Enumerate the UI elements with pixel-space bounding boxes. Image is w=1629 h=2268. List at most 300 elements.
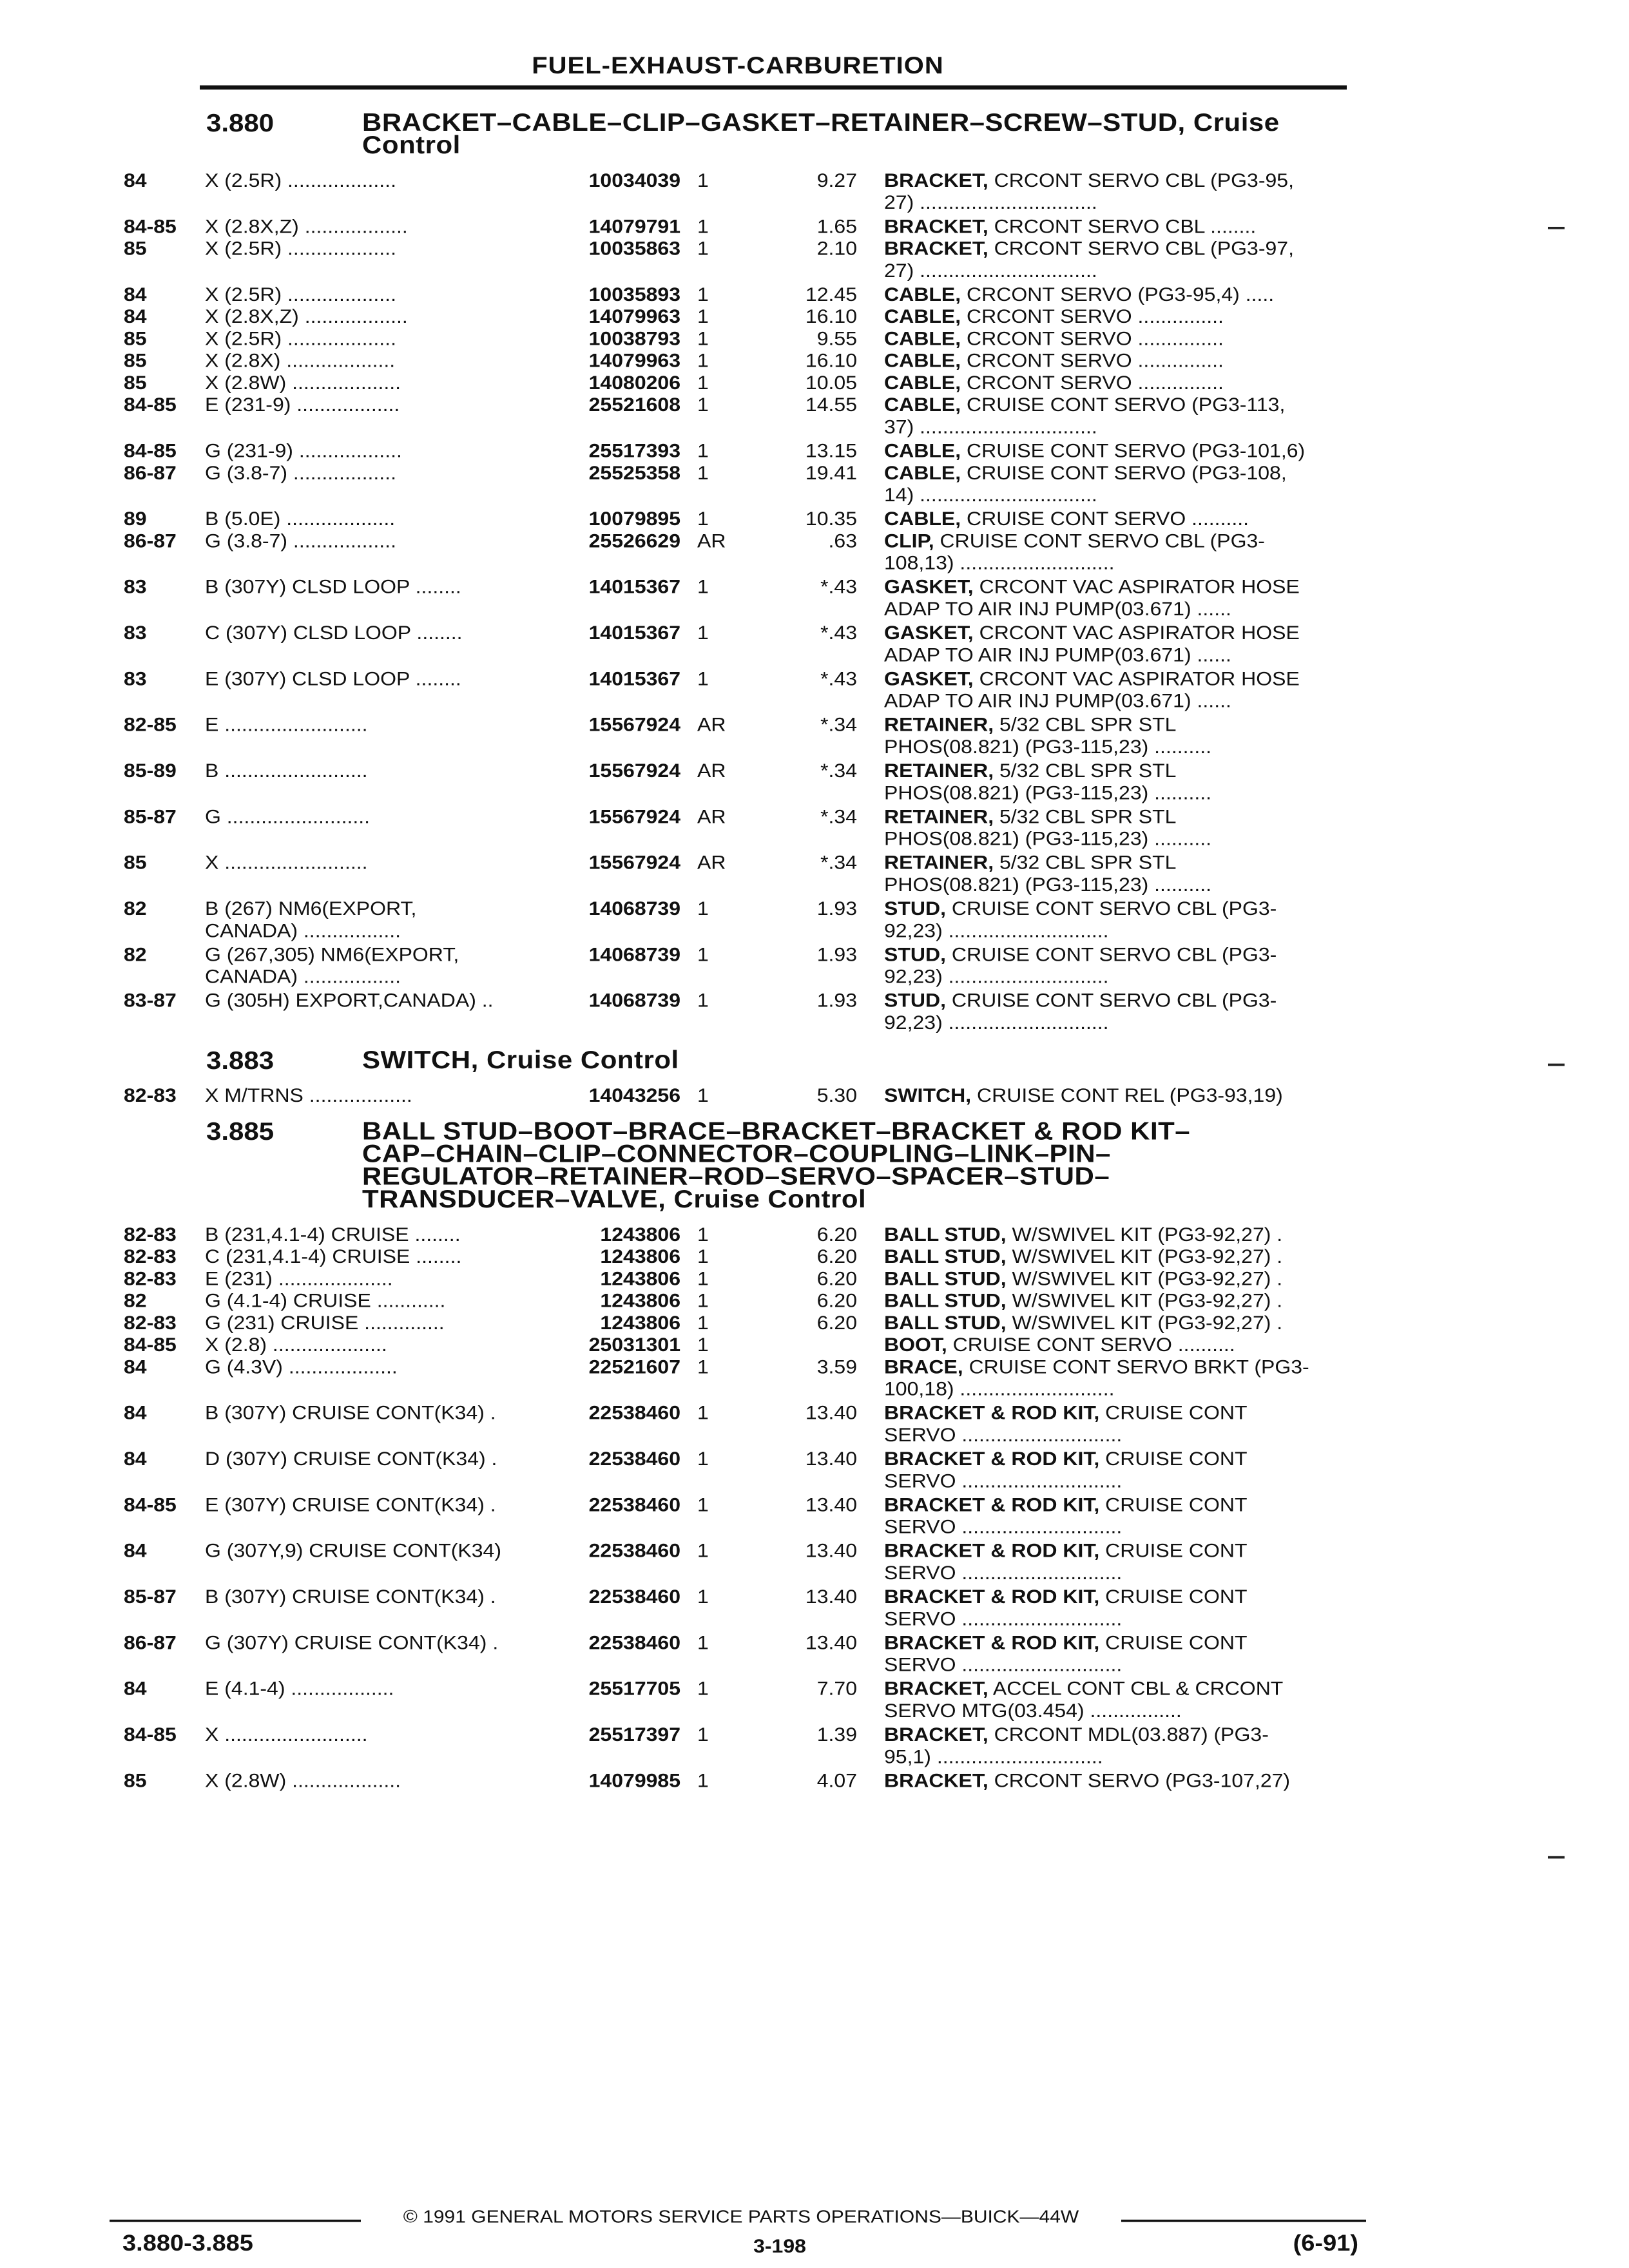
- part-usage: C (231,4.1-4) CRUISE ........: [205, 1245, 462, 1267]
- part-year: 85: [124, 327, 147, 349]
- part-quantity: 1: [697, 1312, 709, 1334]
- part-description-text: CRCONT VAC ASPIRATOR HOSE ADAP TO AIR INJ PUMP(03.671) ......: [884, 622, 1300, 666]
- part-year: 85: [124, 851, 147, 874]
- footer-date: (6-91): [1293, 2231, 1358, 2256]
- part-description: [884, 1267, 1348, 1289]
- part-description-text: CRCONT VAC ASPIRATOR HOSE ADAP TO AIR INJ PUMP(03.671) ......: [884, 575, 1300, 620]
- part-description: [884, 943, 1348, 988]
- part-number: 14079985: [588, 1769, 680, 1791]
- part-usage: X (2.8W) ...................: [205, 1769, 401, 1791]
- header-rule: [200, 85, 1347, 89]
- part-year: 85: [124, 372, 147, 394]
- part-price: 13.40: [805, 1494, 857, 1515]
- part-description-text: CRUISE CONT SERVO (PG3-108, 14) ...............................: [884, 461, 1287, 506]
- part-name: CABLE,: [884, 461, 961, 484]
- part-name: BRACKET & ROD KIT,: [884, 1539, 1100, 1562]
- part-description-text: 5/32 CBL SPR STL PHOS(08.821) (PG3-115,23) ..........: [884, 851, 1212, 896]
- part-price: 3.59: [816, 1356, 857, 1378]
- part-name: CLIP,: [884, 530, 934, 552]
- part-usage: G (305H) EXPORT,CANADA) ..: [205, 989, 494, 1012]
- part-price: 1.39: [816, 1724, 857, 1745]
- part-usage: D (307Y) CRUISE CONT(K34) .: [205, 1448, 497, 1470]
- part-name: RETAINER,: [884, 851, 994, 874]
- part-name: BRACKET & ROD KIT,: [884, 1586, 1100, 1608]
- part-quantity: 1: [697, 989, 709, 1012]
- part-name: CABLE,: [884, 327, 961, 349]
- part-description: [884, 508, 1348, 530]
- part-description-text: CRCONT SERVO CBL ........: [988, 215, 1257, 237]
- part-number: 10034039: [588, 169, 680, 191]
- part-description-text: CRUISE CONT SERVO (PG3-101,6): [961, 439, 1306, 462]
- part-description: [884, 284, 1348, 305]
- part-name: STUD,: [884, 943, 946, 965]
- part-description: [884, 169, 1348, 214]
- part-description: [884, 668, 1348, 713]
- part-price: 13.40: [805, 1448, 857, 1470]
- part-year: 83: [124, 622, 147, 644]
- part-description: [884, 1245, 1348, 1267]
- part-price: 10.05: [805, 372, 857, 394]
- part-usage: B (5.0E) ...................: [205, 508, 396, 530]
- part-description: [884, 1678, 1348, 1722]
- part-name: GASKET,: [884, 622, 974, 644]
- part-usage: G (3.8-7) ..................: [205, 461, 396, 484]
- margin-mark: [1548, 1064, 1565, 1066]
- part-year: 82: [124, 898, 147, 919]
- footer-rule-left: [110, 2220, 361, 2222]
- part-description-text: CRUISE CONT REL (PG3-93,19): [971, 1084, 1283, 1106]
- part-description-text: CRUISE CONT SERVO ..........: [947, 1334, 1235, 1356]
- part-year: 84: [124, 169, 147, 191]
- footer-section-range: 3.880-3.885: [122, 2231, 253, 2256]
- part-quantity: 1: [697, 1401, 709, 1424]
- part-description-text: W/SWIVEL KIT (PG3-92,27) .: [1006, 1223, 1283, 1245]
- part-usage: E (307Y) CLSD LOOP ........: [205, 668, 461, 689]
- part-description-text: 5/32 CBL SPR STL PHOS(08.821) (PG3-115,23) ..........: [884, 760, 1212, 803]
- part-quantity: 1: [697, 349, 709, 372]
- part-description: [884, 328, 1348, 350]
- part-name: BRACKET,: [884, 1677, 988, 1700]
- part-quantity: 1: [697, 283, 709, 305]
- part-description-text: W/SWIVEL KIT (PG3-92,27) .: [1006, 1312, 1283, 1334]
- part-year: 84: [124, 1448, 147, 1470]
- part-description-text: CRCONT SERVO ...............: [961, 372, 1224, 394]
- part-usage: B (307Y) CRUISE CONT(K34) .: [205, 1586, 496, 1608]
- part-usage: E (231) ....................: [205, 1267, 393, 1289]
- part-usage: X (2.8X,Z) ..................: [205, 215, 408, 237]
- part-description: [884, 1494, 1348, 1539]
- part-description-text: CRUISE CONT SERVO CBL (PG3- 92,23) ............................: [884, 898, 1277, 941]
- part-usage: G (3.8-7) ..................: [205, 530, 396, 552]
- part-quantity: 1: [697, 305, 709, 327]
- part-number: 14079963: [588, 349, 680, 372]
- part-number: 1243806: [600, 1289, 680, 1312]
- part-usage: B (267) NM6(EXPORT, CANADA) .................: [205, 898, 417, 941]
- part-quantity: 1: [697, 1539, 709, 1562]
- part-name: BRACKET & ROD KIT,: [884, 1448, 1100, 1470]
- part-description: [884, 1769, 1348, 1791]
- part-name: SWITCH,: [884, 1084, 972, 1106]
- part-name: BRACKET & ROD KIT,: [884, 1401, 1100, 1424]
- part-number: 1243806: [600, 1312, 680, 1334]
- part-quantity: AR: [697, 805, 726, 827]
- part-usage: X (2.5R) ...................: [205, 169, 396, 191]
- part-year: 86-87: [124, 461, 177, 484]
- part-quantity: 1: [697, 1677, 709, 1700]
- part-price: 1.93: [816, 989, 857, 1012]
- part-description: [884, 1334, 1348, 1356]
- part-quantity: AR: [697, 760, 726, 782]
- part-price: 14.55: [805, 394, 857, 416]
- part-year: 84: [124, 1401, 147, 1424]
- part-description-text: CRCONT SERVO (PG3-95,4) .....: [961, 283, 1275, 305]
- part-name: BALL STUD,: [884, 1267, 1007, 1289]
- part-description: [884, 350, 1348, 372]
- part-number: 22538460: [588, 1494, 680, 1515]
- section-number: 3.883: [206, 1046, 275, 1075]
- part-usage: E (307Y) CRUISE CONT(K34) .: [205, 1494, 496, 1515]
- part-number: 22538460: [588, 1586, 680, 1608]
- part-quantity: 1: [697, 1494, 709, 1515]
- part-quantity: 1: [697, 1267, 709, 1289]
- part-number: 22538460: [588, 1631, 680, 1653]
- part-usage: G (231-9) ..................: [205, 439, 402, 462]
- section-number: 3.880: [206, 108, 275, 137]
- part-name: GASKET,: [884, 575, 974, 598]
- part-year: 84-85: [124, 439, 177, 462]
- footer-page-number: 3-198: [753, 2234, 806, 2257]
- part-quantity: AR: [697, 713, 726, 736]
- part-number: 25517393: [588, 439, 680, 462]
- section-title: BRACKET–CABLE–CLIP–GASKET–RETAINER–SCREW–STUD, Cruise Control: [362, 108, 1280, 159]
- part-usage: C (307Y) CLSD LOOP ........: [205, 622, 463, 644]
- part-price: *.34: [820, 713, 857, 736]
- part-quantity: 1: [697, 169, 709, 191]
- part-usage: G (307Y,9) CRUISE CONT(K34): [205, 1539, 501, 1562]
- part-usage: G (267,305) NM6(EXPORT, CANADA) .................: [205, 943, 459, 988]
- part-year: 84: [124, 1539, 147, 1562]
- margin-mark: [1548, 227, 1565, 229]
- page-header-title: FUEL-EXHAUST-CARBURETION: [532, 52, 944, 79]
- part-name: BRACKET,: [884, 237, 988, 260]
- part-number: 15567924: [588, 805, 680, 827]
- part-usage: X (2.5R) ...................: [205, 327, 396, 349]
- part-quantity: 1: [697, 1223, 709, 1245]
- part-name: CABLE,: [884, 439, 961, 462]
- part-description-text: CRUISE CONT SERVO ............................: [884, 1631, 1248, 1676]
- part-number: 25517705: [588, 1677, 680, 1700]
- part-year: 83-87: [124, 989, 177, 1012]
- part-year: 84-85: [124, 1334, 177, 1356]
- part-quantity: 1: [697, 1334, 709, 1356]
- part-quantity: 1: [697, 1769, 709, 1791]
- part-quantity: 1: [697, 1245, 709, 1267]
- part-name: CABLE,: [884, 508, 961, 530]
- part-price: 13.15: [805, 439, 857, 462]
- part-number: 10035863: [588, 237, 680, 260]
- part-year: 84-85: [124, 1494, 177, 1515]
- part-usage: X (2.8X) ...................: [205, 349, 396, 372]
- part-usage: B (307Y) CRUISE CONT(K34) .: [205, 1401, 496, 1424]
- part-year: 82-83: [124, 1267, 177, 1289]
- part-quantity: 1: [697, 372, 709, 394]
- part-usage: G (307Y) CRUISE CONT(K34) .: [205, 1631, 499, 1653]
- part-number: 22538460: [588, 1539, 680, 1562]
- part-year: 85: [124, 349, 147, 372]
- part-number: 14015367: [588, 575, 680, 598]
- part-number: 25526629: [588, 530, 680, 552]
- part-number: 25031301: [588, 1334, 680, 1356]
- part-description: [884, 372, 1348, 394]
- part-description: [884, 1402, 1348, 1446]
- part-description-text: CRUISE CONT SERVO BRKT (PG3- 100,18) ...........................: [884, 1356, 1309, 1400]
- part-price: 9.27: [816, 169, 857, 191]
- part-quantity: 1: [697, 943, 709, 965]
- part-year: 84: [124, 283, 147, 305]
- part-usage: E .........................: [205, 713, 368, 736]
- part-number: 15567924: [588, 713, 680, 736]
- part-description: [884, 1084, 1348, 1106]
- part-year: 84: [124, 305, 147, 327]
- part-year: 84-85: [124, 394, 177, 416]
- part-quantity: 1: [697, 1289, 709, 1312]
- part-quantity: 1: [697, 668, 709, 689]
- part-price: 19.41: [805, 461, 857, 484]
- part-number: 22538460: [588, 1448, 680, 1470]
- part-year: 84-85: [124, 1724, 177, 1745]
- part-description: [884, 394, 1348, 438]
- part-price: *.34: [820, 851, 857, 874]
- part-description: [884, 1290, 1348, 1312]
- part-description: [884, 305, 1348, 327]
- part-price: 13.40: [805, 1631, 857, 1653]
- part-price: 1.93: [816, 943, 857, 965]
- part-usage: B (231,4.1-4) CRUISE ........: [205, 1223, 461, 1245]
- part-price: 12.45: [805, 283, 857, 305]
- part-quantity: 1: [697, 461, 709, 484]
- part-name: BRACKET & ROD KIT,: [884, 1494, 1100, 1515]
- part-usage: X (2.5R) ...................: [205, 237, 396, 260]
- part-year: 82-83: [124, 1223, 177, 1245]
- section-title: SWITCH, Cruise Control: [362, 1045, 679, 1074]
- part-name: BRACKET,: [884, 1724, 988, 1745]
- part-name: RETAINER,: [884, 805, 994, 827]
- part-usage: E (4.1-4) ..................: [205, 1677, 394, 1700]
- part-description: [884, 806, 1348, 850]
- part-year: 86-87: [124, 530, 177, 552]
- part-description-text: CRCONT SERVO CBL (PG3-95, 27) ...............................: [884, 169, 1294, 213]
- part-year: 84: [124, 1356, 147, 1378]
- part-description-text: CRCONT VAC ASPIRATOR HOSE ADAP TO AIR INJ PUMP(03.671) ......: [884, 668, 1300, 712]
- part-description-text: 5/32 CBL SPR STL PHOS(08.821) (PG3-115,23) ..........: [884, 805, 1212, 850]
- part-price: 2.10: [816, 237, 857, 260]
- part-price: *.43: [820, 668, 857, 689]
- part-year: 82-85: [124, 713, 177, 736]
- part-price: 4.07: [816, 1769, 857, 1791]
- part-price: 13.40: [805, 1401, 857, 1424]
- part-price: *.34: [820, 805, 857, 827]
- footer-copyright: © 1991 GENERAL MOTORS SERVICE PARTS OPERATIONS—BUICK—44W: [403, 2207, 1079, 2227]
- part-number: 1243806: [600, 1267, 680, 1289]
- part-quantity: 1: [697, 439, 709, 462]
- part-description-text: CRUISE CONT SERVO CBL (PG3- 92,23) ............................: [884, 989, 1277, 1033]
- part-price: 6.20: [816, 1312, 857, 1334]
- part-price: 6.20: [816, 1289, 857, 1312]
- section-number: 3.885: [206, 1117, 275, 1146]
- part-year: 89: [124, 508, 147, 530]
- part-description: [884, 714, 1348, 758]
- part-number: 14068739: [588, 898, 680, 919]
- part-description: [884, 530, 1348, 575]
- part-quantity: 1: [697, 237, 709, 260]
- part-year: 85-89: [124, 760, 177, 782]
- part-year: 83: [124, 668, 147, 689]
- part-description-text: CRUISE CONT SERVO CBL (PG3- 108,13) ...........................: [884, 530, 1265, 574]
- part-name: BALL STUD,: [884, 1245, 1007, 1267]
- part-name: BOOT,: [884, 1334, 947, 1356]
- part-year: 82-83: [124, 1245, 177, 1267]
- part-description-text: CRUISE CONT SERVO CBL (PG3- 92,23) ............................: [884, 943, 1277, 988]
- part-year: 82: [124, 943, 147, 965]
- part-description: [884, 576, 1348, 620]
- part-number: 14015367: [588, 668, 680, 689]
- part-description: [884, 1724, 1348, 1768]
- part-name: BALL STUD,: [884, 1223, 1007, 1245]
- part-usage: G (4.3V) ...................: [205, 1356, 398, 1378]
- part-description-text: 5/32 CBL SPR STL PHOS(08.821) (PG3-115,23) ..........: [884, 713, 1212, 758]
- part-description-text: CRUISE CONT SERVO ..........: [961, 508, 1249, 530]
- part-quantity: 1: [697, 1084, 709, 1106]
- part-description-text: CRUISE CONT SERVO ............................: [884, 1401, 1248, 1446]
- part-description-text: CRCONT SERVO CBL (PG3-97, 27) ...............................: [884, 237, 1294, 282]
- part-year: 85: [124, 1769, 147, 1791]
- part-year: 83: [124, 575, 147, 598]
- part-description: [884, 622, 1348, 666]
- part-number: 10079895: [588, 508, 680, 530]
- part-description: [884, 898, 1348, 942]
- part-description: [884, 760, 1348, 804]
- part-price: 6.20: [816, 1223, 857, 1245]
- part-description-text: CRCONT SERVO (PG3-107,27): [988, 1769, 1291, 1791]
- part-number: 15567924: [588, 851, 680, 874]
- part-price: 1.93: [816, 898, 857, 919]
- part-description-text: W/SWIVEL KIT (PG3-92,27) .: [1006, 1267, 1283, 1289]
- part-number: 25525358: [588, 461, 680, 484]
- part-price: 6.20: [816, 1267, 857, 1289]
- part-usage: E (231-9) ..................: [205, 394, 400, 416]
- part-name: CABLE,: [884, 283, 961, 305]
- part-name: CABLE,: [884, 349, 961, 372]
- part-name: BRACKET,: [884, 169, 988, 191]
- footer-rule-right: [1121, 2220, 1366, 2222]
- part-quantity: 1: [697, 1448, 709, 1470]
- part-quantity: 1: [697, 508, 709, 530]
- part-quantity: 1: [697, 327, 709, 349]
- part-quantity: 1: [697, 898, 709, 919]
- part-price: 9.55: [816, 327, 857, 349]
- part-price: 5.30: [816, 1084, 857, 1106]
- part-year: 82: [124, 1289, 147, 1312]
- part-number: 14015367: [588, 622, 680, 644]
- part-number: 14043256: [588, 1084, 680, 1106]
- part-number: 14080206: [588, 372, 680, 394]
- part-description: [884, 1448, 1348, 1492]
- part-description: [884, 1586, 1348, 1630]
- part-description: [884, 990, 1348, 1034]
- part-name: RETAINER,: [884, 760, 994, 782]
- part-description: [884, 1312, 1348, 1334]
- part-description-text: CRUISE CONT SERVO ............................: [884, 1494, 1248, 1538]
- part-usage: G (4.1-4) CRUISE ............: [205, 1289, 446, 1312]
- part-number: 25521608: [588, 394, 680, 416]
- part-name: BALL STUD,: [884, 1289, 1007, 1312]
- part-name: BRACKET,: [884, 215, 988, 237]
- part-price: .63: [828, 530, 857, 552]
- part-price: 7.70: [816, 1677, 857, 1700]
- part-price: 13.40: [805, 1586, 857, 1608]
- part-number: 25517397: [588, 1724, 680, 1745]
- part-description-text: CRUISE CONT SERVO ............................: [884, 1448, 1248, 1492]
- part-description-text: CRCONT SERVO ...............: [961, 305, 1224, 327]
- part-name: STUD,: [884, 898, 946, 919]
- part-description: [884, 1540, 1348, 1584]
- part-year: 82-83: [124, 1312, 177, 1334]
- part-year: 85: [124, 237, 147, 260]
- part-price: 6.20: [816, 1245, 857, 1267]
- part-quantity: AR: [697, 530, 726, 552]
- part-description: [884, 1224, 1348, 1245]
- part-year: 85-87: [124, 1586, 177, 1608]
- margin-mark: [1548, 1856, 1565, 1859]
- part-description: [884, 852, 1348, 896]
- part-description-text: CRCONT SERVO ...............: [961, 349, 1224, 372]
- part-name: BRACKET & ROD KIT,: [884, 1631, 1100, 1653]
- part-year: 84-85: [124, 215, 177, 237]
- part-quantity: 1: [697, 394, 709, 416]
- part-description-text: W/SWIVEL KIT (PG3-92,27) .: [1006, 1245, 1283, 1267]
- part-number: 14068739: [588, 943, 680, 965]
- part-number: 14079791: [588, 215, 680, 237]
- part-price: *.43: [820, 575, 857, 598]
- part-description-text: CRUISE CONT SERVO ............................: [884, 1539, 1248, 1584]
- part-quantity: 1: [697, 575, 709, 598]
- part-name: CABLE,: [884, 394, 961, 416]
- part-usage: G (231) CRUISE ..............: [205, 1312, 445, 1334]
- part-number: 1243806: [600, 1223, 680, 1245]
- part-number: 14068739: [588, 989, 680, 1012]
- part-number: 15567924: [588, 760, 680, 782]
- part-price: 13.40: [805, 1539, 857, 1562]
- part-number: 10035893: [588, 283, 680, 305]
- part-price: 1.65: [816, 215, 857, 237]
- part-usage: X (2.8X,Z) ..................: [205, 305, 408, 327]
- part-description: [884, 440, 1348, 462]
- part-description: [884, 1356, 1348, 1401]
- part-year: 84: [124, 1677, 147, 1700]
- part-usage: X (2.5R) ...................: [205, 283, 396, 305]
- part-description-text: CRCONT MDL(03.887) (PG3- 95,1) .............................: [884, 1724, 1269, 1767]
- part-name: BRACE,: [884, 1356, 963, 1378]
- part-name: GASKET,: [884, 668, 974, 689]
- part-description: [884, 215, 1348, 237]
- part-number: 10038793: [588, 327, 680, 349]
- part-description: [884, 238, 1348, 282]
- part-price: *.43: [820, 622, 857, 644]
- part-year: 86-87: [124, 1631, 177, 1653]
- part-quantity: 1: [697, 1724, 709, 1745]
- part-number: 14079963: [588, 305, 680, 327]
- part-quantity: 1: [697, 215, 709, 237]
